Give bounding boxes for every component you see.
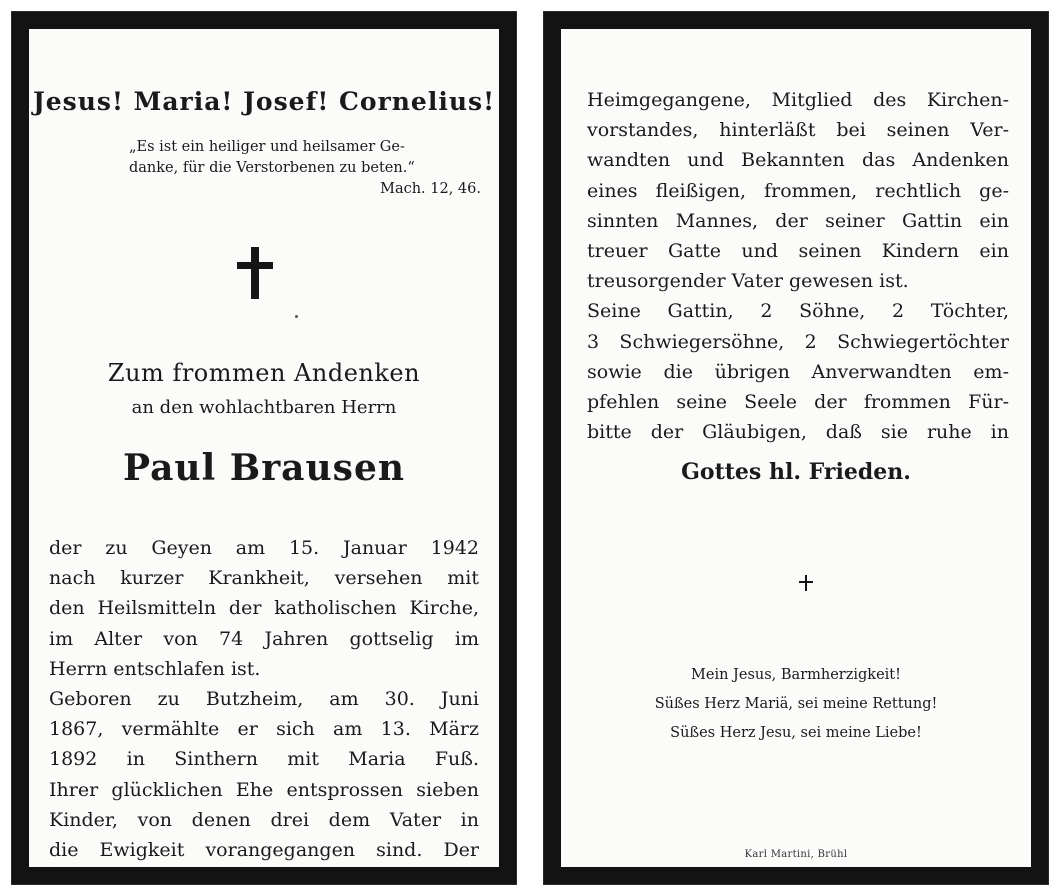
deceased-name: Paul Brausen	[122, 447, 406, 489]
text-line: Seine Gattin, 2 Söhne, 2 Töchter,	[587, 300, 1009, 323]
bio-line: 1892 in Sinthern mit Maria Fuß.	[49, 748, 479, 771]
invocation-header: Jesus! Maria! Josef! Cornelius!	[32, 87, 496, 116]
continuation-text	[587, 85, 1009, 447]
bio-line: Ihrer glücklichen Ehe entsprossen sieben	[49, 778, 479, 801]
scripture-quote	[129, 137, 483, 200]
small-cross-icon	[799, 575, 813, 591]
bio-line: nach kurzer Krankheit, versehen mit	[49, 567, 479, 590]
memorial-title: Zum frommen Andenken	[107, 359, 421, 387]
quote-line-2: danke, für die Verstorbenen zu beten.“	[129, 160, 415, 176]
print-speck	[295, 315, 298, 318]
bio-line: Herrn entschlafen ist.	[49, 657, 261, 680]
biography-text	[49, 533, 479, 865]
text-line: bitte der Gläubigen, daß sie ruhe in	[587, 421, 1009, 444]
left-memorial-card	[12, 12, 516, 884]
memorial-subtitle: an den wohlachtbaren Herrn	[131, 397, 397, 418]
quote-reference: Mach. 12, 46.	[380, 181, 481, 197]
text-line: sinnten Mannes, der seiner Gattin ein	[587, 209, 1009, 232]
prayer-line: Süßes Herz Jesu, sei meine Liebe!	[670, 725, 922, 741]
prayer-invocations	[561, 661, 1031, 748]
bio-line: den Heilsmitteln der katholischen Kirche,	[49, 597, 479, 620]
bio-line: im Alter von 74 Jahren gottselig im	[49, 627, 479, 650]
text-line: vorstandes, hinterläßt bei seinen Ver-	[587, 119, 1009, 142]
bio-line: der zu Geyen am 15. Januar 1942	[49, 537, 479, 559]
text-line: wandten und Bekannten das Andenken	[587, 149, 1009, 172]
closing-blessing: Gottes hl. Frieden.	[681, 459, 911, 485]
text-line: 3 Schwiegersöhne, 2 Schwiegertöchter	[587, 330, 1009, 353]
bio-line: Kinder, von denen drei dem Vater in	[49, 808, 479, 831]
bio-line: Geboren zu Butzheim, am 30. Juni	[49, 688, 479, 711]
text-line: sowie die übrigen Anverwandten em-	[587, 360, 1009, 383]
text-line: eines fleißigen, frommen, rechtlich ge-	[587, 179, 1009, 202]
prayer-line: Mein Jesus, Barmherzigkeit!	[691, 667, 901, 683]
text-line: treusorgender Vater gewesen ist.	[587, 270, 909, 293]
bio-line: die Ewigkeit vorangegangen sind. Der	[49, 839, 479, 862]
quote-line-1: „Es ist ein heiliger und heilsamer Ge-	[129, 139, 405, 155]
text-line: treuer Gatte und seinen Kindern ein	[587, 240, 1009, 263]
cross-icon	[237, 247, 273, 299]
bio-line: 1867, vermählte er sich am 13. März	[49, 718, 479, 741]
right-memorial-card	[544, 12, 1048, 884]
text-line: pfehlen seine Seele der frommen Für-	[587, 391, 1009, 414]
text-line: Heimgegangene, Mitglied des Kirchen-	[587, 89, 1009, 111]
printer-imprint: Karl Martini, Brühl	[744, 849, 848, 860]
prayer-line: Süßes Herz Mariä, sei meine Rettung!	[654, 696, 938, 712]
